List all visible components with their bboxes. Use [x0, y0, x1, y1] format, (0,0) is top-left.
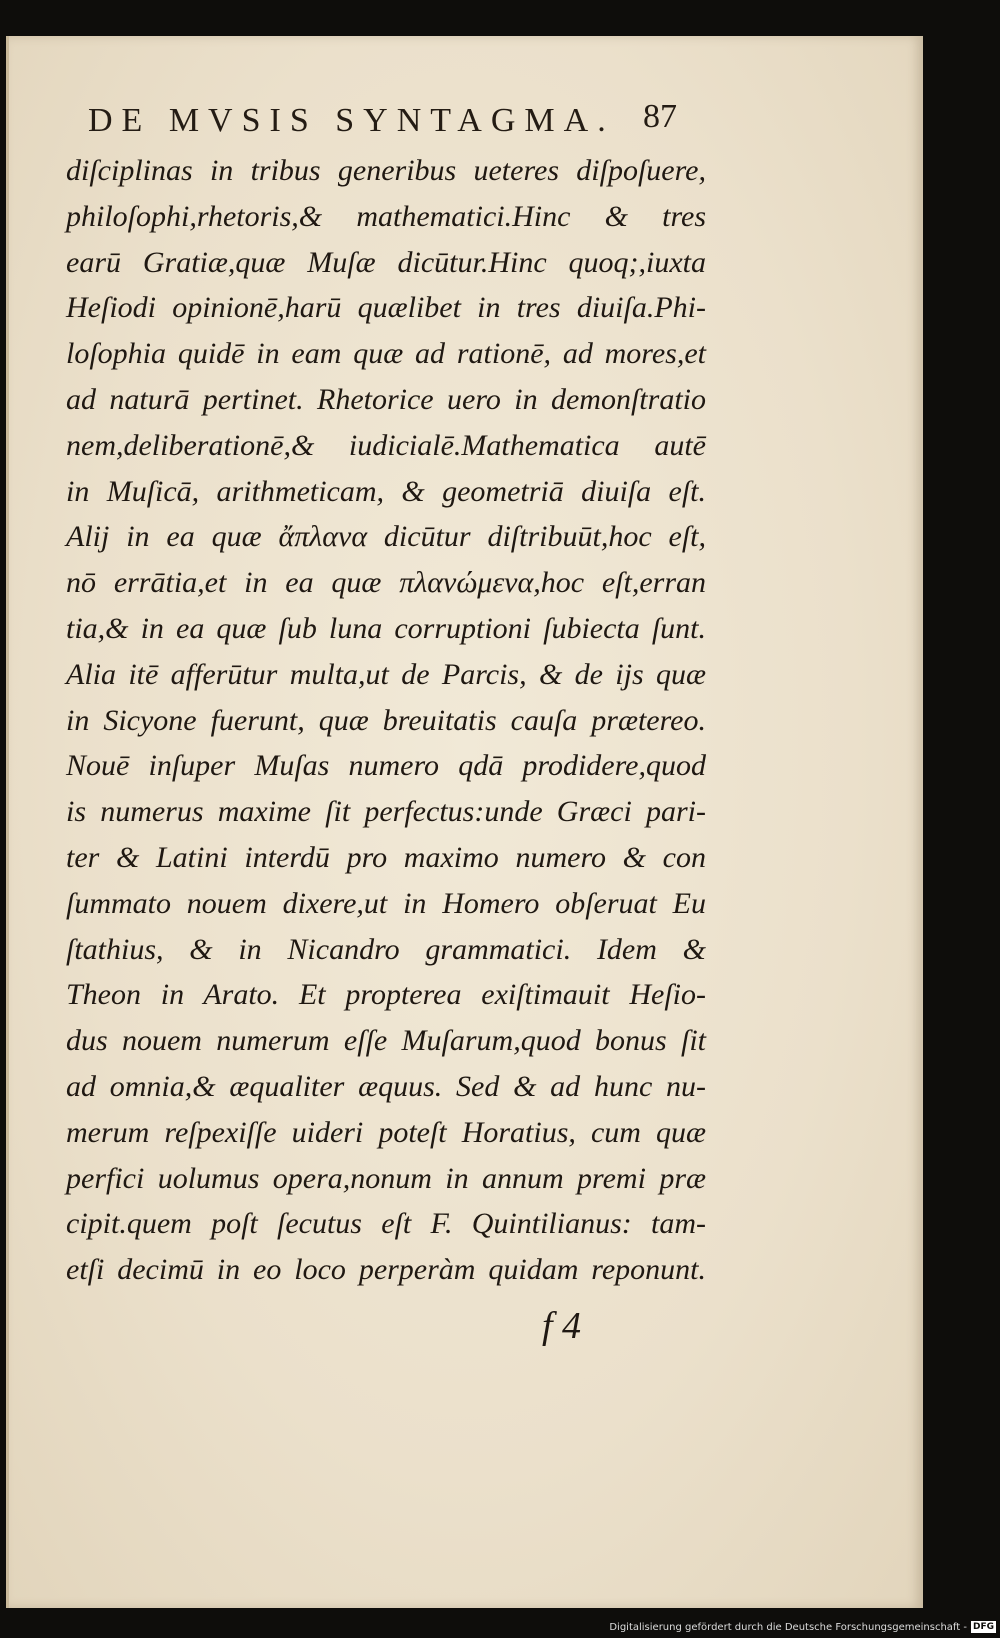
page-number: 87 [643, 98, 677, 135]
text-line: Heſiodi opinionē,harū quælibet in tres diuiſa.Phi- [66, 291, 706, 325]
text-line: in Muſicā, arithmeticam, & geometriā diuiſa eſt. [66, 474, 706, 508]
text-line: Alij in ea quæ ἄπλανα dicūtur diſtribuūt,hoc eſt, [66, 520, 706, 554]
text-line: tia,& in ea quæ ſub luna corruptioni ſubiecta ſunt. [66, 611, 706, 645]
text-line: merum reſpexiſſe uideri poteſt Horatius, cum quæ [66, 1115, 706, 1149]
text-line: nō errātia,et in ea quæ πλανώμενα,hoc eſt,erran [66, 566, 706, 600]
text-line: ad naturā pertinet. Rhetorice uero in demonſtratio [66, 382, 706, 416]
text-line: loſophia quidē in eam quæ ad rationē, ad mores,et [66, 337, 706, 371]
text-line: ſtathius, & in Nicandro grammatici. Idem & [66, 932, 706, 966]
text-line: dus nouem numerum eſſe Muſarum,quod bonus ſit [66, 1024, 706, 1058]
text-line: earū Gratiæ,quæ Muſæ dicūtur.Hinc quoq;,iuxta [66, 245, 706, 279]
text-line: etſi decimū in eo loco perperàm quidam reponunt. [66, 1253, 706, 1287]
funding-notice: Digitalisierung gefördert durch die Deutsche Forschungsgemeinschaft - [609, 1621, 967, 1633]
digitization-footer [609, 1620, 996, 1634]
text-line: Theon in Arato. Et propterea exiſtimauit Heſio- [66, 978, 706, 1012]
text-line: Nouē inſuper Muſas numero qdā prodidere,quod [66, 749, 706, 783]
dfg-logo: DFG [972, 1622, 994, 1632]
text-line: is numerus maxime ſit perfectus:unde Græci pari- [66, 795, 706, 829]
text-line: in Sicyone fuerunt, quæ breuitatis cauſa prætereo. [66, 703, 706, 737]
text-line: ter & Latini interdū pro maximo numero & con [66, 840, 706, 874]
text-line: Alia itē afferūtur multa,ut de Parcis, & de ijs quæ [66, 657, 706, 691]
text-line: nem,deliberationē,& iudicialē.Mathematica autē [66, 428, 706, 462]
text-line: diſciplinas in tribus generibus ueteres diſpoſuere, [66, 154, 706, 187]
text-line: ſummato nouem dixere,ut in Homero obſeruat Eu [66, 886, 706, 920]
signature-mark: f 4 [542, 1305, 582, 1347]
text-line: perfici uolumus opera,nonum in annum premi præ [66, 1161, 706, 1195]
text-line: cipit.quem poſt ſecutus eſt F. Quintilianus: tam- [66, 1207, 706, 1241]
text-line: philoſophi,rhetoris,& mathematici.Hinc & tres [66, 199, 706, 233]
text-line: ad omnia,& æqualiter æquus. Sed & ad hunc nu- [66, 1069, 706, 1103]
running-head: DE MVSIS SYNTAGMA. [88, 102, 615, 139]
text-block [66, 148, 706, 1293]
